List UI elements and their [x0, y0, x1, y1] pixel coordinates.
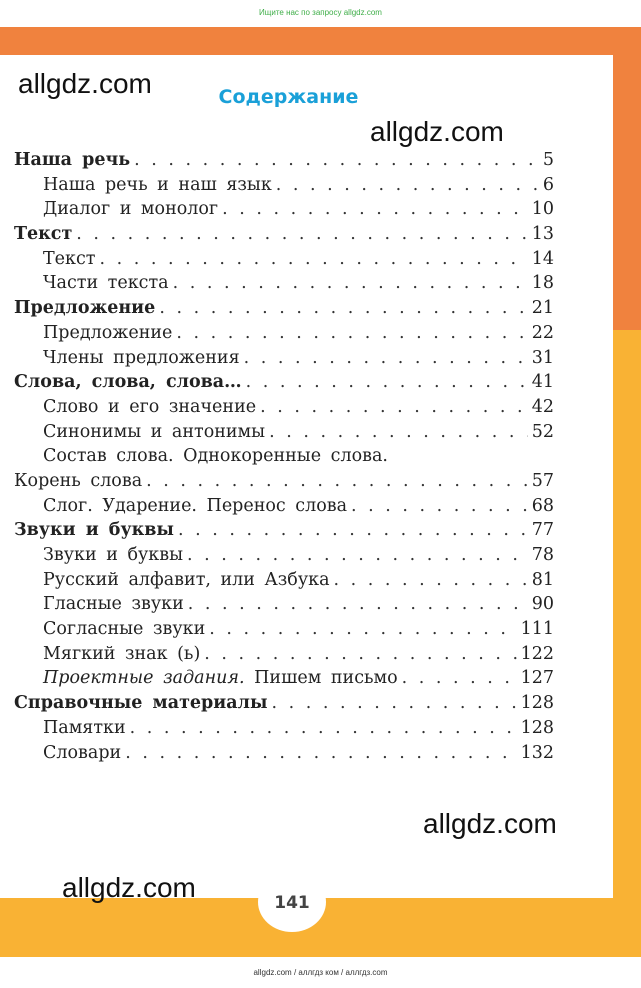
toc-row	[14, 543, 554, 568]
toc-page: 122	[520, 643, 554, 664]
toc-row	[14, 568, 554, 593]
toc-row	[14, 420, 554, 445]
toc-leader	[351, 494, 528, 519]
watermark: allgdz.com	[370, 116, 504, 147]
toc-label: Предложение	[43, 322, 173, 343]
toc-leader	[173, 271, 528, 296]
toc-page: 127	[520, 668, 554, 689]
toc-label: Состав слова. Однокоренные слова.	[43, 446, 388, 467]
toc-label: Словари	[43, 742, 122, 763]
toc-row	[14, 691, 554, 716]
toc-label: Справочные материалы	[14, 693, 268, 714]
toc-page: 21	[531, 298, 554, 319]
toc-leader	[130, 716, 517, 741]
toc-page: 128	[520, 693, 554, 714]
toc-row	[14, 197, 554, 222]
toc-label: Синонимы и антонимы	[43, 421, 266, 442]
toc-leader	[187, 543, 528, 568]
toc-label: Памятки	[43, 717, 126, 738]
toc-leader	[76, 222, 527, 247]
toc-row	[14, 494, 554, 519]
toc-leader	[402, 666, 517, 691]
toc-page: 42	[531, 396, 554, 417]
toc-page: 77	[531, 520, 554, 541]
toc-row	[14, 741, 554, 766]
toc-page: 18	[531, 273, 554, 294]
toc-row	[14, 716, 554, 741]
top-link[interactable]: Ищите нас по запросу allgdz.com	[259, 8, 382, 17]
toc-leader	[176, 321, 527, 346]
toc-row	[14, 173, 554, 198]
toc-row	[14, 148, 554, 173]
toc-row	[14, 271, 554, 296]
toc-page: 57	[531, 470, 554, 491]
toc-leader	[204, 642, 516, 667]
toc-page: 68	[531, 495, 554, 516]
toc-page: 22	[531, 322, 554, 343]
toc-label: Слово и его значение	[43, 396, 257, 417]
toc-page: 5	[542, 150, 554, 170]
toc-row	[14, 469, 554, 494]
toc-row	[14, 444, 554, 469]
toc-label: Наша речь	[14, 150, 131, 170]
watermark: allgdz.com	[423, 808, 557, 839]
toc-page: 52	[531, 421, 554, 442]
toc-label: Слова, слова, слова…	[14, 372, 242, 393]
toc-leader	[260, 395, 528, 420]
toc-page: 111	[520, 619, 554, 640]
toc-label: Звуки и буквы	[14, 520, 174, 541]
toc-row	[14, 296, 554, 321]
toc-label: Текст	[43, 248, 96, 269]
watermark: allgdz.com	[18, 68, 152, 99]
toc-row	[14, 370, 554, 395]
toc-leader	[178, 518, 528, 543]
toc-label: Пишем письмо	[254, 668, 398, 689]
toc-leader	[222, 197, 528, 222]
toc-leader	[276, 173, 539, 198]
toc-row	[14, 346, 554, 371]
toc-label: Диалог и монолог	[43, 199, 219, 220]
toc-row	[14, 642, 554, 667]
toc-row	[14, 617, 554, 642]
toc-leader	[188, 592, 528, 617]
page-title: Содержание	[218, 86, 359, 108]
toc-page: 90	[531, 594, 554, 615]
toc-row	[14, 222, 554, 247]
toc-page: 128	[520, 717, 554, 738]
toc-page: 14	[531, 248, 554, 269]
toc-label-italic: Проектные задания.	[43, 668, 245, 689]
watermark: allgdz.com	[62, 872, 196, 903]
toc-label: Звуки и буквы	[43, 545, 183, 565]
toc-leader	[99, 247, 527, 272]
toc-label: Слог. Ударение. Перенос слова	[43, 495, 348, 516]
toc-row	[14, 666, 554, 691]
toc-leader	[159, 296, 527, 321]
toc-leader	[134, 148, 539, 173]
toc-label: Согласные звуки	[43, 619, 206, 640]
toc-leader	[334, 568, 528, 593]
toc-row	[14, 592, 554, 617]
toc-label: Наша речь и наш язык	[43, 174, 272, 195]
toc-page: 31	[531, 347, 554, 368]
toc-leader	[209, 617, 516, 642]
toc-label: Текст	[14, 224, 73, 245]
toc-row	[14, 321, 554, 346]
toc-label: Русский алфавит, или Азбука	[43, 569, 330, 590]
toc-leader	[272, 691, 517, 716]
toc-label: Корень слова	[14, 470, 143, 491]
toc-label: Члены предложения	[43, 347, 240, 368]
toc-page: 13	[531, 224, 554, 245]
toc-page: 81	[531, 569, 554, 590]
toc-leader	[146, 469, 528, 494]
toc-leader	[246, 370, 528, 395]
toc-page: 41	[531, 372, 554, 393]
toc-label: Части текста	[43, 273, 169, 294]
table-of-contents	[14, 148, 554, 765]
page-number: 141	[258, 872, 326, 932]
toc-page: 6	[542, 174, 554, 195]
toc-row	[14, 395, 554, 420]
toc-page: 10	[531, 199, 554, 220]
toc-label: Предложение	[14, 298, 156, 319]
toc-label: Мягкий знак (ь)	[43, 643, 201, 664]
toc-page: 78	[531, 545, 554, 565]
toc-label: Гласные звуки	[43, 594, 184, 615]
bottom-links[interactable]: allgdz.com / аллгдз ком / аллгдз.com	[253, 968, 388, 977]
toc-label-group	[43, 666, 398, 691]
toc-page: 132	[520, 742, 554, 763]
toc-leader	[125, 741, 516, 766]
toc-row	[14, 518, 554, 543]
toc-leader	[269, 420, 528, 445]
toc-leader	[244, 346, 528, 371]
toc-row	[14, 247, 554, 272]
